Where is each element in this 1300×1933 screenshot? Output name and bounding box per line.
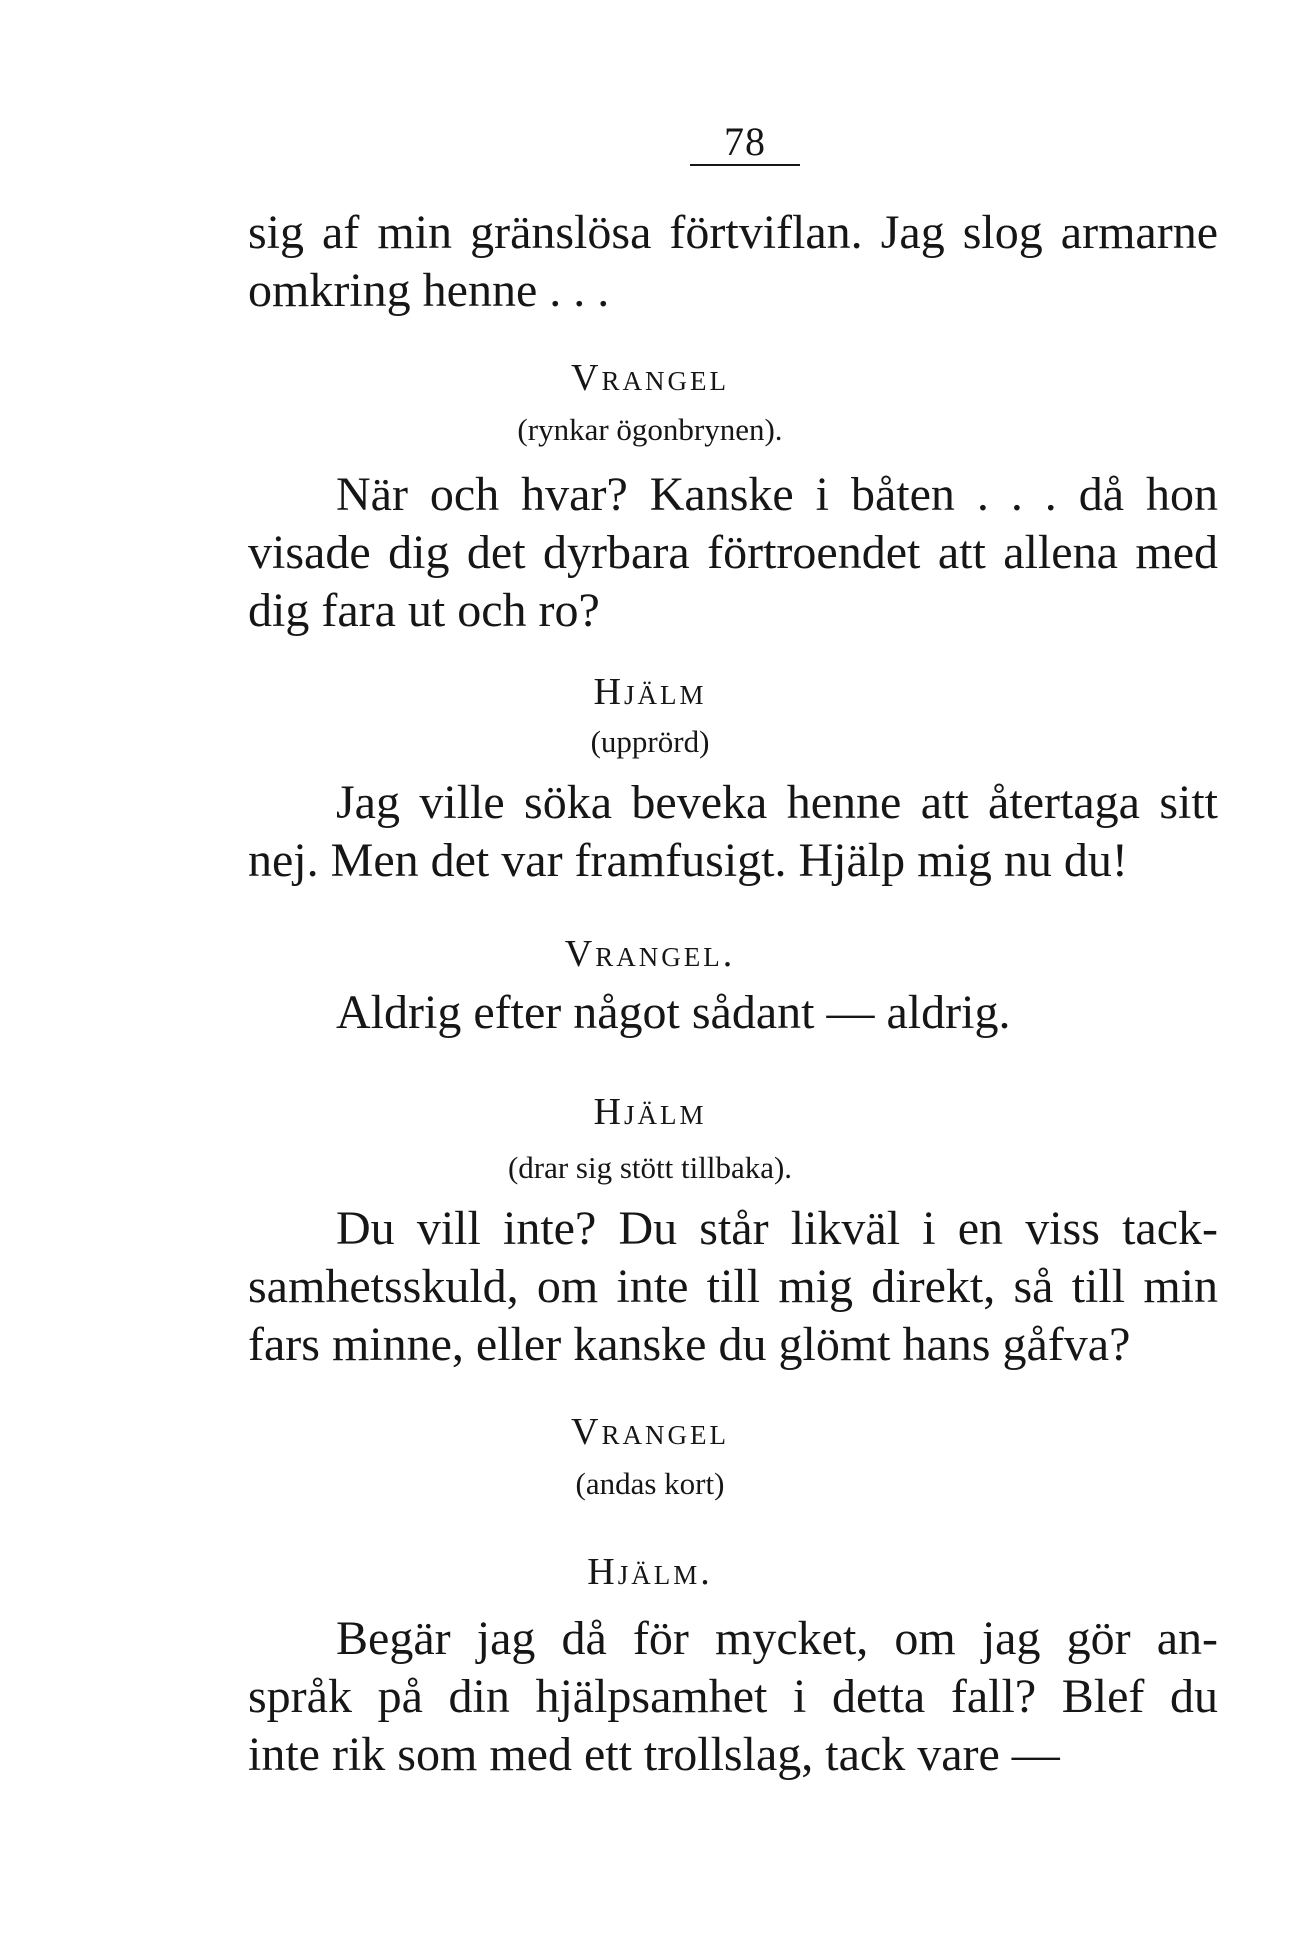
text-line: Jag ville söka beveka henne att återtaga sitt xyxy=(336,776,1218,829)
text-line: omkring henne . . . xyxy=(248,264,610,317)
dialogue-paragraph xyxy=(248,1200,1218,1374)
text-line: inte rik som med ett trollslag, tack vare — xyxy=(248,1728,1060,1781)
stage-direction: (andas kort) xyxy=(575,1466,725,1501)
text-line: Aldrig efter något sådant — aldrig. xyxy=(336,986,1011,1039)
text-line: När och hvar? Kanske i båten . . . då hon xyxy=(336,468,1218,521)
text-line: språk på din hjälpsamhet i detta fall? Blef du xyxy=(248,1670,1218,1723)
text-line: sig af min gränslösa förtviflan. Jag slog armarne xyxy=(248,206,1218,259)
speaker-name: Hjälm xyxy=(593,1091,707,1133)
text-line: fars minne, eller kanske du glömt hans gåfva? xyxy=(248,1318,1131,1371)
text-line: Begär jag då för mycket, om jag gör an- xyxy=(336,1612,1218,1665)
dialogue-paragraph xyxy=(248,466,1218,640)
speaker-name: Hjälm. xyxy=(587,1551,713,1593)
dialogue-paragraph xyxy=(248,1610,1218,1784)
text-line: visade dig det dyrbara förtroendet att allena med xyxy=(248,526,1218,579)
speaker-name: Hjälm xyxy=(593,671,707,713)
speaker-name: Vrangel xyxy=(571,357,729,399)
stage-direction: (drar sig stött tillbaka). xyxy=(507,1150,793,1185)
stage-direction: (upprörd) xyxy=(590,724,710,759)
text-line: Du vill inte? Du står likväl i en viss tack- xyxy=(336,1202,1218,1255)
page-number-rule xyxy=(690,164,800,166)
text-line: samhetsskuld, om inte till mig direkt, så till min xyxy=(248,1260,1218,1313)
stage-direction: (rynkar ögonbrynen). xyxy=(517,412,783,447)
dialogue-paragraph xyxy=(248,774,1218,890)
dialogue-paragraph xyxy=(248,984,1218,1042)
text-line: dig fara ut och ro? xyxy=(248,584,600,637)
text-line: nej. Men det var framfusigt. Hjälp mig nu du! xyxy=(248,834,1128,887)
speaker-name: Vrangel. xyxy=(564,933,736,975)
speaker-name: Vrangel xyxy=(571,1411,729,1453)
page-number: 78 xyxy=(724,119,766,164)
dialogue-paragraph xyxy=(248,204,1218,320)
